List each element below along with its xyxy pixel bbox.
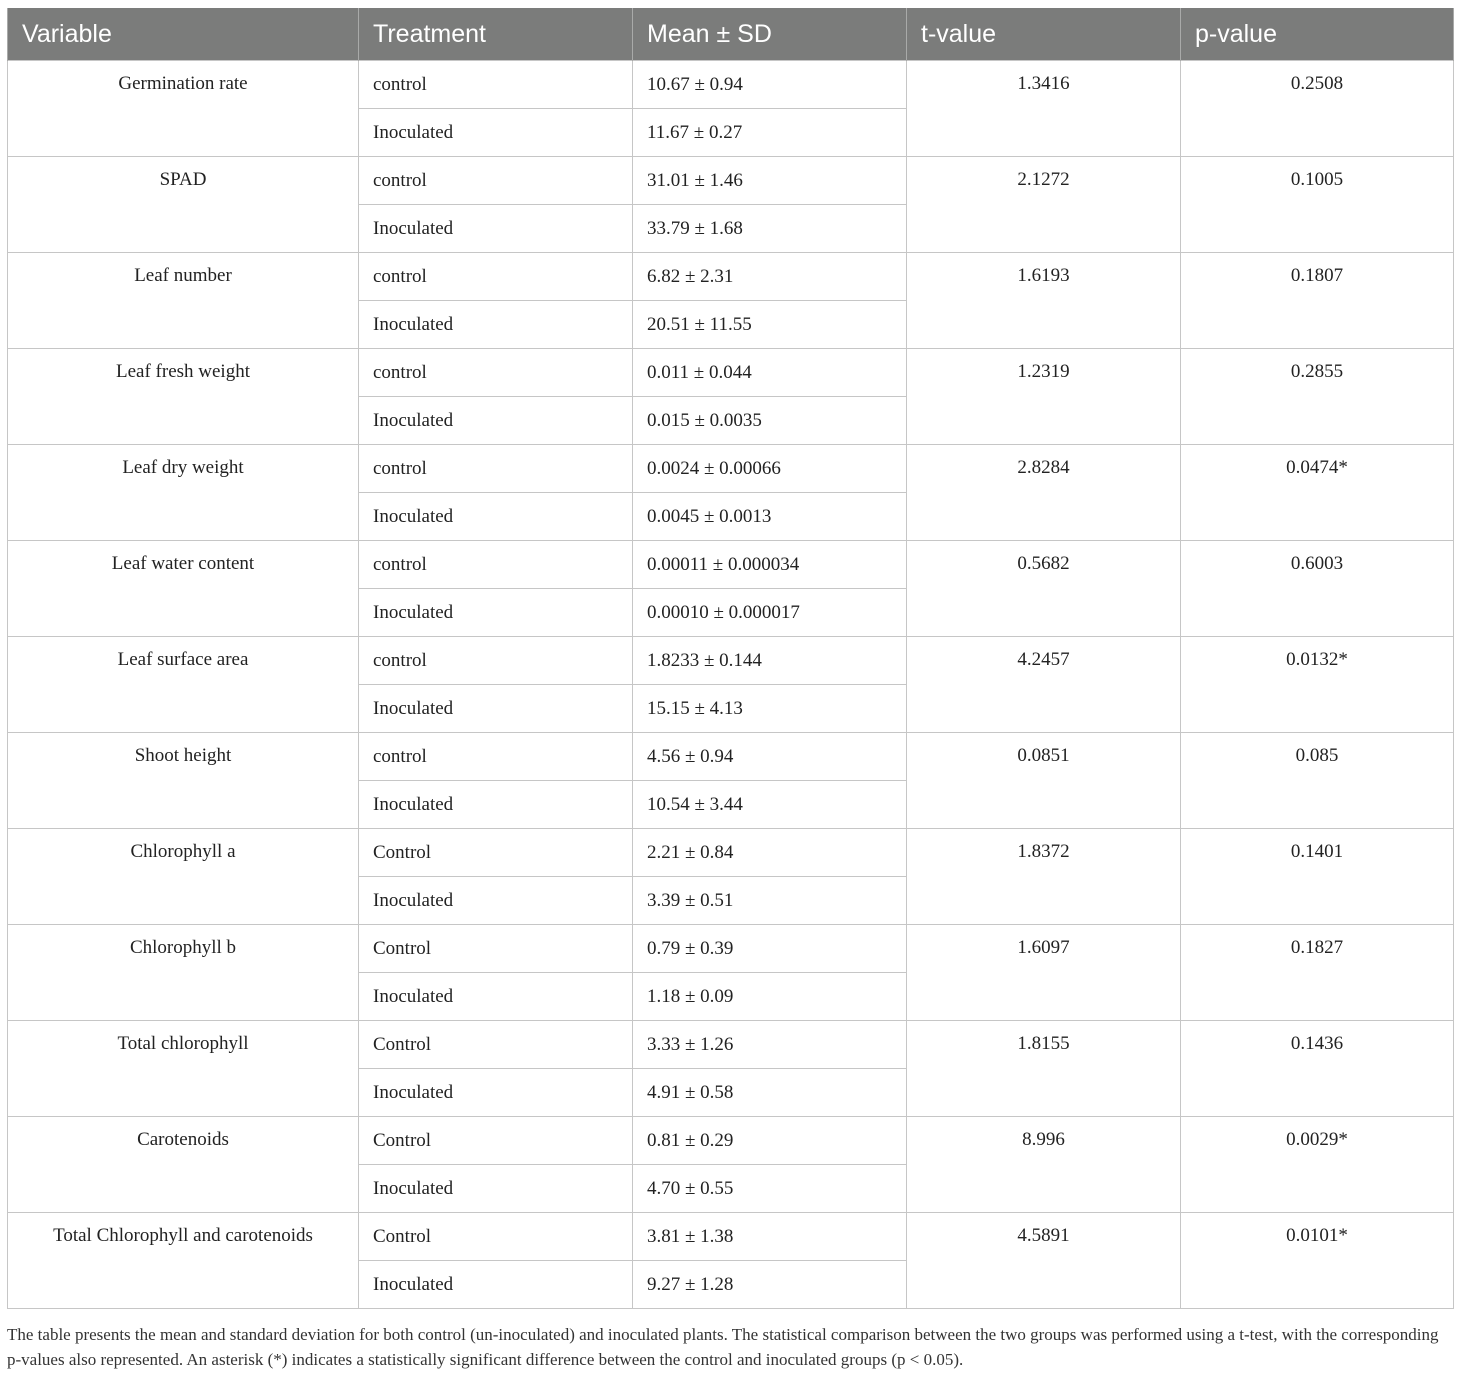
header-mean-sd: Mean ± SD [633, 8, 907, 61]
cell-p-value: 0.0029* [1181, 1117, 1454, 1213]
cell-mean-sd: 15.15 ± 4.13 [633, 685, 907, 733]
cell-treatment: control [359, 445, 633, 493]
cell-variable: Chlorophyll b [8, 925, 359, 1021]
cell-treatment: Inoculated [359, 1069, 633, 1117]
cell-mean-sd: 31.01 ± 1.46 [633, 157, 907, 205]
cell-t-value: 1.6097 [907, 925, 1181, 1021]
cell-variable: Germination rate [8, 61, 359, 157]
cell-variable: Total Chlorophyll and carotenoids [8, 1213, 359, 1309]
table-row [8, 637, 1454, 685]
cell-variable: Leaf number [8, 253, 359, 349]
cell-t-value: 1.6193 [907, 253, 1181, 349]
cell-p-value: 0.085 [1181, 733, 1454, 829]
cell-mean-sd: 4.91 ± 0.58 [633, 1069, 907, 1117]
cell-variable: Leaf fresh weight [8, 349, 359, 445]
cell-mean-sd: 0.79 ± 0.39 [633, 925, 907, 973]
cell-mean-sd: 1.18 ± 0.09 [633, 973, 907, 1021]
cell-p-value: 0.2508 [1181, 61, 1454, 157]
table-header [8, 8, 1454, 61]
cell-treatment: Inoculated [359, 109, 633, 157]
cell-treatment: Control [359, 829, 633, 877]
header-variable: Variable [8, 8, 359, 61]
cell-treatment: Inoculated [359, 1165, 633, 1213]
cell-mean-sd: 3.81 ± 1.38 [633, 1213, 907, 1261]
table-row [8, 61, 1454, 109]
cell-t-value: 4.5891 [907, 1213, 1181, 1309]
cell-p-value: 0.2855 [1181, 349, 1454, 445]
cell-treatment: control [359, 157, 633, 205]
cell-t-value: 4.2457 [907, 637, 1181, 733]
cell-mean-sd: 6.82 ± 2.31 [633, 253, 907, 301]
cell-t-value: 2.8284 [907, 445, 1181, 541]
cell-treatment: Inoculated [359, 685, 633, 733]
table-row [8, 157, 1454, 205]
cell-treatment: Inoculated [359, 589, 633, 637]
table-row [8, 829, 1454, 877]
cell-mean-sd: 10.54 ± 3.44 [633, 781, 907, 829]
cell-variable: Shoot height [8, 733, 359, 829]
cell-mean-sd: 0.011 ± 0.044 [633, 349, 907, 397]
header-row [8, 8, 1454, 61]
cell-treatment: Control [359, 925, 633, 973]
cell-variable: SPAD [8, 157, 359, 253]
cell-mean-sd: 0.0045 ± 0.0013 [633, 493, 907, 541]
cell-treatment: Control [359, 1213, 633, 1261]
cell-treatment: Inoculated [359, 973, 633, 1021]
cell-mean-sd: 0.00010 ± 0.000017 [633, 589, 907, 637]
cell-mean-sd: 3.39 ± 0.51 [633, 877, 907, 925]
cell-p-value: 0.1401 [1181, 829, 1454, 925]
cell-treatment: control [359, 253, 633, 301]
header-treatment: Treatment [359, 8, 633, 61]
cell-treatment: Inoculated [359, 493, 633, 541]
cell-treatment: Inoculated [359, 1261, 633, 1309]
cell-t-value: 0.0851 [907, 733, 1181, 829]
cell-t-value: 2.1272 [907, 157, 1181, 253]
table-row [8, 925, 1454, 973]
cell-t-value: 0.5682 [907, 541, 1181, 637]
table-row [8, 253, 1454, 301]
cell-variable: Leaf dry weight [8, 445, 359, 541]
cell-mean-sd: 33.79 ± 1.68 [633, 205, 907, 253]
cell-p-value: 0.0132* [1181, 637, 1454, 733]
cell-t-value: 1.3416 [907, 61, 1181, 157]
cell-t-value: 1.2319 [907, 349, 1181, 445]
cell-p-value: 0.1005 [1181, 157, 1454, 253]
cell-p-value: 0.0474* [1181, 445, 1454, 541]
cell-mean-sd: 4.56 ± 0.94 [633, 733, 907, 781]
cell-treatment: Inoculated [359, 877, 633, 925]
cell-treatment: Control [359, 1117, 633, 1165]
cell-mean-sd: 0.81 ± 0.29 [633, 1117, 907, 1165]
cell-treatment: control [359, 637, 633, 685]
cell-treatment: control [359, 733, 633, 781]
cell-treatment: control [359, 349, 633, 397]
header-p-value: p-value [1181, 8, 1454, 61]
table-row [8, 541, 1454, 589]
cell-treatment: Inoculated [359, 781, 633, 829]
cell-mean-sd: 0.015 ± 0.0035 [633, 397, 907, 445]
cell-mean-sd: 9.27 ± 1.28 [633, 1261, 907, 1309]
cell-treatment: Inoculated [359, 301, 633, 349]
table-row [8, 1117, 1454, 1165]
cell-p-value: 0.0101* [1181, 1213, 1454, 1309]
cell-mean-sd: 3.33 ± 1.26 [633, 1021, 907, 1069]
table-row [8, 349, 1454, 397]
cell-variable: Leaf water content [8, 541, 359, 637]
cell-treatment: Inoculated [359, 397, 633, 445]
cell-mean-sd: 0.00011 ± 0.000034 [633, 541, 907, 589]
cell-t-value: 1.8372 [907, 829, 1181, 925]
table-body [8, 61, 1454, 1309]
table-row [8, 733, 1454, 781]
results-table-container [7, 8, 1453, 1309]
header-t-value: t-value [907, 8, 1181, 61]
cell-mean-sd: 4.70 ± 0.55 [633, 1165, 907, 1213]
cell-treatment: Inoculated [359, 205, 633, 253]
results-table [7, 8, 1454, 1309]
table-row [8, 1021, 1454, 1069]
cell-t-value: 1.8155 [907, 1021, 1181, 1117]
cell-mean-sd: 1.8233 ± 0.144 [633, 637, 907, 685]
cell-treatment: Control [359, 1021, 633, 1069]
table-row [8, 1213, 1454, 1261]
cell-p-value: 0.1436 [1181, 1021, 1454, 1117]
cell-mean-sd: 20.51 ± 11.55 [633, 301, 907, 349]
cell-variable: Carotenoids [8, 1117, 359, 1213]
cell-mean-sd: 0.0024 ± 0.00066 [633, 445, 907, 493]
cell-t-value: 8.996 [907, 1117, 1181, 1213]
table-caption: The table presents the mean and standard deviation for both control (un-inoculated) and inoculated plants. The statistical comparison between the two groups was performed using a t-test, with the corresponding p-values also represented. An asterisk (*) indicates a statistically significant difference between the control and inoculated groups (p < 0.05). [7, 1325, 1439, 1369]
cell-mean-sd: 10.67 ± 0.94 [633, 61, 907, 109]
cell-p-value: 0.6003 [1181, 541, 1454, 637]
cell-variable: Leaf surface area [8, 637, 359, 733]
cell-p-value: 0.1807 [1181, 253, 1454, 349]
cell-mean-sd: 2.21 ± 0.84 [633, 829, 907, 877]
table-row [8, 445, 1454, 493]
cell-treatment: control [359, 541, 633, 589]
cell-treatment: control [359, 61, 633, 109]
cell-variable: Chlorophyll a [8, 829, 359, 925]
cell-p-value: 0.1827 [1181, 925, 1454, 1021]
cell-variable: Total chlorophyll [8, 1021, 359, 1117]
cell-mean-sd: 11.67 ± 0.27 [633, 109, 907, 157]
